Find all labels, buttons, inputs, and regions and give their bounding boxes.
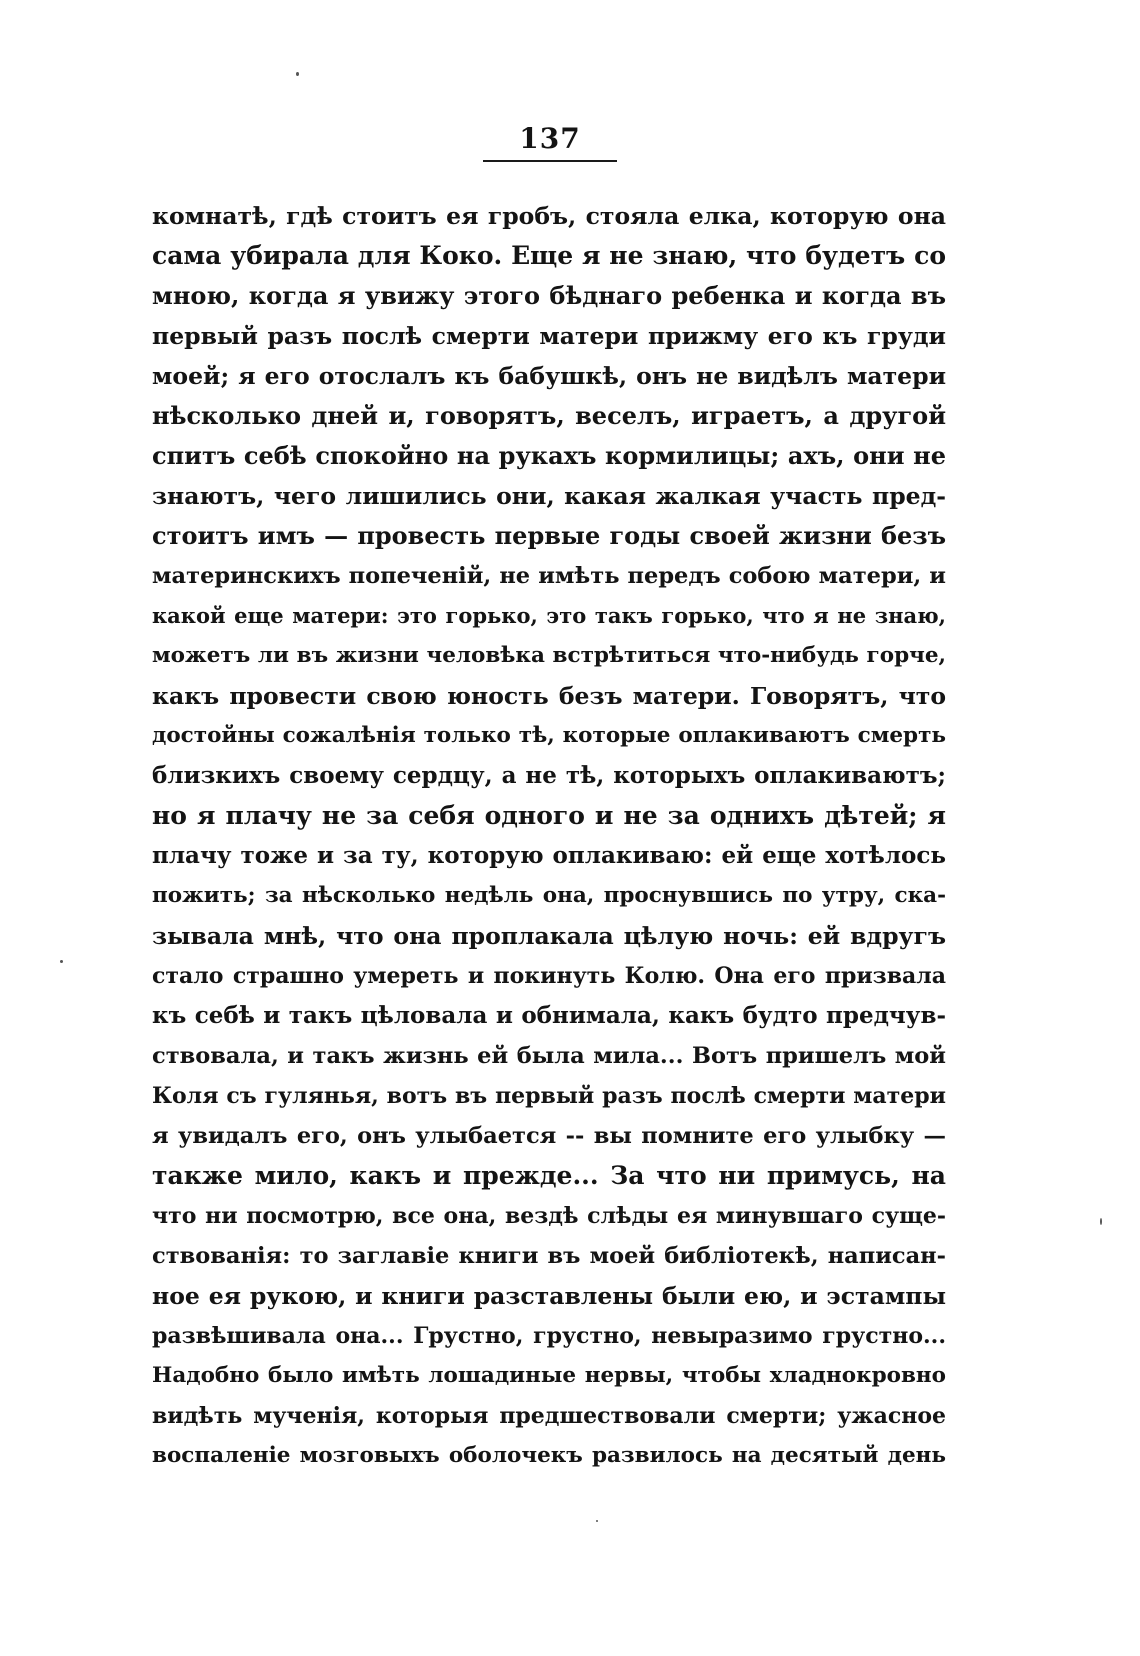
text-line: къ себѣ и такъ цѣловала и обнимала, какъ будто предчув- <box>152 1002 946 1029</box>
scan-speck <box>60 960 63 963</box>
text-line: плачу тоже и за ту, которую оплакиваю: ей еще хотѣлось <box>152 842 946 869</box>
page-body-text <box>152 196 946 1476</box>
text-line: спитъ себѣ спокойно на рукахъ кормилицы; ахъ, они не <box>152 441 946 470</box>
text-line: я увидалъ его, онъ улыбается -- вы помните его улыбку — <box>152 1123 946 1149</box>
text-line: первый разъ послѣ смерти матери прижму его къ груди <box>152 322 946 350</box>
scan-speck <box>596 1520 598 1522</box>
text-line: развѣшивала она... Грустно, грустно, невыразимо грустно... <box>152 1323 946 1349</box>
text-line: сама убирала для Коко. Еще я не знаю, что будетъ со <box>152 241 946 270</box>
text-line: ствовала, и такъ жизнь ей была мила... Вотъ пришелъ мой <box>152 1043 946 1069</box>
text-line: воспаленіе мозговыхъ оболочекъ развилось на десятый день <box>152 1443 946 1468</box>
text-line: стоитъ имъ — провесть первые годы своей жизни безъ <box>152 521 946 550</box>
scan-speck <box>296 72 299 76</box>
text-line: стало страшно умереть и покинуть Колю. Она его призвала <box>152 963 946 989</box>
text-line: нѣсколько дней и, говорятъ, веселъ, играетъ, а другой <box>152 401 946 430</box>
text-line: зывала мнѣ, что она проплакала цѣлую ночь: ей вдругъ <box>152 922 946 950</box>
text-line: что ни посмотрю, все она, вездѣ слѣды ея минувшаго суще- <box>152 1203 946 1229</box>
text-line: также мило, какъ и прежде... За что ни примусь, на <box>152 1161 946 1190</box>
text-line: ное ея рукою, и книги разставлены были ею, и эстампы <box>152 1282 946 1310</box>
text-line: достойны сожалѣнія только тѣ, которые оплакиваютъ смерть <box>152 723 946 748</box>
scan-speck <box>1100 1218 1102 1225</box>
header-rule <box>483 160 617 162</box>
text-line: ствованія: то заглавіе книги въ моей библіотекѣ, написан- <box>152 1243 946 1269</box>
text-line: знаютъ, чего лишились они, какая жалкая участь пред- <box>152 482 946 510</box>
text-line: моей; я его отослалъ къ бабушкѣ, онъ не видѣлъ матери <box>152 362 946 390</box>
page-number: 137 <box>519 122 581 155</box>
text-line: Коля съ гулянья, вотъ въ первый разъ послѣ смерти матери <box>152 1083 946 1109</box>
text-line: мною, когда я увижу этого бѣднаго ребенка и когда въ <box>152 281 946 310</box>
text-line: можетъ ли въ жизни человѣка встрѣтиться что-нибудь горче, <box>152 643 946 668</box>
text-line: комнатѣ, гдѣ стоитъ ея гробъ, стояла елка, которую она <box>152 202 946 230</box>
text-line: какой еще матери: это горько, это такъ горько, что я не знаю, <box>152 603 946 628</box>
text-line: видѣть мученія, которыя предшествовали смерти; ужасное <box>152 1403 946 1429</box>
text-line: пожить; за нѣсколько недѣль она, проснувшись по утру, ска- <box>152 883 946 908</box>
text-line: Надобно было имѣть лошадиные нервы, чтобы хладнокровно <box>152 1363 946 1388</box>
text-line: близкихъ своему сердцу, а не тѣ, которыхъ оплакиваютъ; <box>152 762 946 789</box>
text-line: но я плачу не за себя одного и не за однихъ дѣтей; я <box>152 801 946 830</box>
page-header <box>480 122 620 162</box>
text-line: материнскихъ попеченій, не имѣть передъ собою матери, и <box>152 563 946 589</box>
text-line: какъ провести свою юность безъ матери. Говорятъ, что <box>152 682 946 710</box>
